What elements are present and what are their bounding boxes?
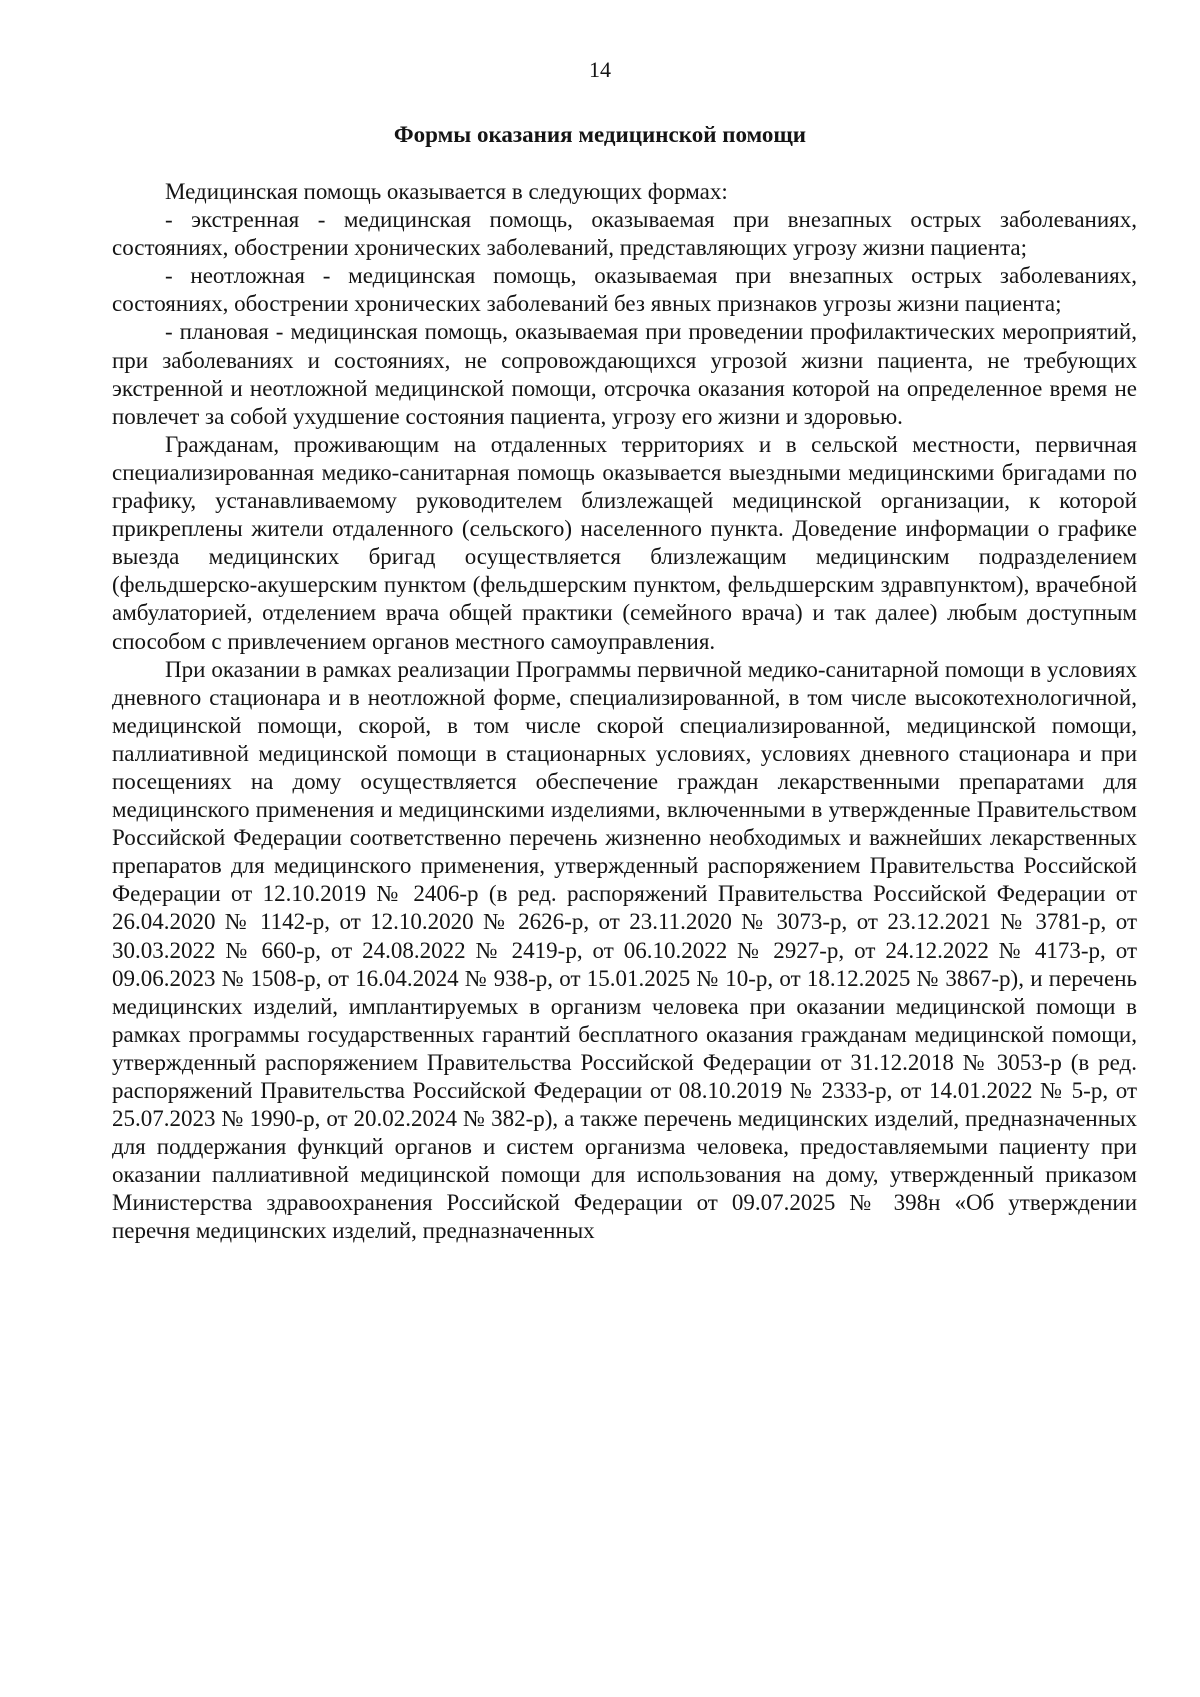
paragraph-planned: - плановая - медицинская помощь, оказываемая при проведении профилактических мероприятий, при заболеваниях и состояниях, не сопровождающихся угрозой жизни пациента, не требующих экстренной и неотложной медицинской помощи, отсрочка оказания которой на определенное время не повлечет за собой ухудшение состояния пациента, угрозу его жизни и здоровью. [112,319,1137,429]
section-title: Формы оказания медицинской помощи [393,122,807,147]
body-text [112,178,1137,1246]
paragraph-intro: Медицинская помощь оказывается в следующих формах: [165,179,728,204]
page-number: 14 [589,57,611,82]
paragraph-urgent: - неотложная - медицинская помощь, оказываемая при внезапных острых заболеваниях, состояниях, обострении хронических заболеваний без явных признаков угрозы жизни пациента; [112,263,1137,317]
paragraph-drug-provision: При оказании в рамках реализации Программы первичной медико-санитарной помощи в условиях дневного стационара и в неотложной форме, специализированной, в том числе высокотехнологичной, медицинской помощи, скорой, в том числе скорой специализированной, медицинской помощи, паллиативной медицинской помощи в стационарных условиях, условиях дневного стационара и при посещениях на дому осуществляется обеспечение граждан лекарственными препаратами для медицинского применения и медицинскими изделиями, включенными в утвержденные Правительством Российской Федерации соответственно перечень жизненно необходимых и важнейших лекарственных препаратов для медицинского применения, утвержденный распоряжением Правительства Российской Федерации от 12.10.2019 № 2406-р (в ред. распоряжений Правительства Российской Федерации от 26.04.2020 № 1142-р, от 12.10.2020 № 2626-р, от 23.11.2020 № 3073-р, от 23.12.2021 № 3781-р, от 30.03.2022 № 660-р, от 24.08.2022 № 2419-р, от 06.10.2022 № 2927-р, от 24.12.2022 № 4173-р, от 09.06.2023 № 1508-р, от 16.04.2024 № 938-р, от 15.01.2025 № 10-р, от 18.12.2025 № 3867-р), и перечень медицинских изделий, имплантируемых в организм человека при оказании медицинской помощи в рамках программы государственных гарантий бесплатного оказания гражданам медицинской помощи, утвержденный распоряжением Правительства Российской Федерации от 31.12.2018 № 3053-р (в ред. распоряжений Правительства Российской Федерации от 08.10.2019 № 2333-р, от 14.01.2022 № 5-р, от 25.07.2023 № 1990-р, от 20.02.2024 № 382-р), а также перечень медицинских изделий, предназначенных для поддержания функций органов и систем организма человека, предоставляемыми пациенту при оказании паллиативной медицинской помощи для использования на дому, утвержденный приказом Министерства здравоохранения Российской Федерации от 09.07.2025 № 398н «Об утверждении перечня медицинских изделий, предназначенных [112,656,1137,1244]
paragraph-remote-areas: Гражданам, проживающим на отдаленных территориях и в сельской местности, первичная специализированная медико-санитарная помощь оказывается выездными медицинскими бригадами по графику, устанавливаемому руководителем близлежащей медицинской организации, к которой прикреплены жители отдаленного (сельского) населенного пункта. Доведение информации о графике выезда медицинских бригад осуществляется близлежащим медицинским подразделением (фельдшерско-акушерским пунктом (фельдшерским пунктом, фельдшерским здравпунктом), врачебной амбулаторией, отделением врача общей практики (семейного врача) и так далее) любым доступным способом с привлечением органов местного самоуправления. [112,431,1137,654]
paragraph-emergency: - экстренная - медицинская помощь, оказываемая при внезапных острых заболеваниях, состояниях, обострении хронических заболеваний, представляющих угрозу жизни пациента; [112,207,1137,261]
